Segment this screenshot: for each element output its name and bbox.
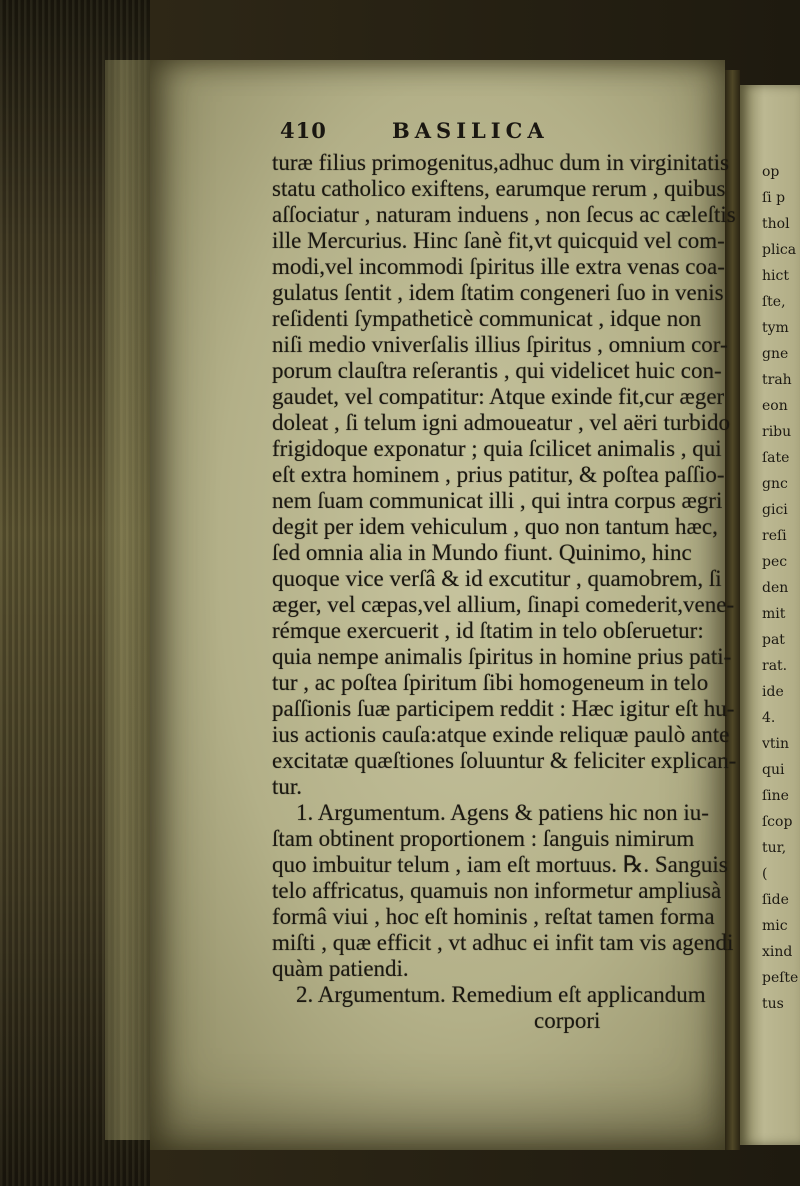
text-line: paſſionis ſuæ participem reddit : Hæc igitur eſt hu- bbox=[272, 696, 735, 721]
text-line: turæ filius primogenitus,adhuc dum in virginitatis bbox=[272, 150, 729, 175]
facing-page-fragment: op bbox=[762, 165, 780, 179]
text-line: excitatæ quæſtiones ſoluuntur & feliciter explican- bbox=[272, 748, 737, 773]
text-line: quia nempe animalis ſpiritus in homine prius pati- bbox=[272, 644, 732, 669]
facing-page-fragment: rat. bbox=[762, 659, 788, 673]
text-line: gulatus ſentit , idem ſtatim congeneri ſuo in venis bbox=[272, 280, 724, 305]
facing-page-fragment: gici bbox=[762, 503, 788, 517]
text-line: telo affricatus, quamuis non informetur ampliusà bbox=[272, 878, 722, 903]
text-line: reſidenti ſympatheticè communicat , idque non bbox=[272, 306, 702, 331]
text-line: quo imbuitur telum , iam eſt mortuus. ℞. Sanguis bbox=[272, 852, 728, 877]
facing-page-fragment: tur, bbox=[762, 841, 787, 855]
facing-page-fragment: qui bbox=[762, 763, 785, 777]
text-line: miſti , quæ efficit , vt adhuc ei infit tam vis agendi bbox=[272, 930, 734, 955]
text-line: eſt extra hominem , prius patitur, & poſtea paſſio- bbox=[272, 462, 725, 487]
facing-page-fragment: vtin bbox=[762, 737, 790, 751]
facing-page-fragment: mit bbox=[762, 607, 786, 621]
facing-page-fragment: ide bbox=[762, 685, 784, 699]
facing-page-fragment: ſide bbox=[762, 893, 789, 907]
text-line: ius actionis cauſa:atque exinde reliquæ paulò ante bbox=[272, 722, 730, 747]
text-line: formâ viui , hoc eſt hominis , reſtat tamen forma bbox=[272, 904, 715, 929]
page-stack-edge bbox=[105, 60, 150, 1140]
running-head: BASILICA bbox=[392, 118, 549, 143]
text-line: frigidoque exponatur ; quia ſcilicet animalis , qui bbox=[272, 436, 722, 461]
facing-page-fragment: ribu bbox=[762, 425, 792, 439]
facing-page-fragment: pec bbox=[762, 555, 788, 569]
facing-page bbox=[740, 85, 800, 1145]
facing-page-fragment: tym bbox=[762, 321, 789, 335]
text-line: doleat , ſi telum igni admoueatur , vel aëri turbido bbox=[272, 410, 730, 435]
facing-page-fragment: trah bbox=[762, 373, 792, 387]
facing-page-fragment: hict bbox=[762, 269, 789, 283]
facing-page-fragment: plica bbox=[762, 243, 797, 257]
text-line: ſtam obtinent proportionem : ſanguis nimirum bbox=[272, 826, 695, 851]
facing-page-fragment: tus bbox=[762, 997, 784, 1011]
text-line: ille Mercurius. Hinc ſanè fit,vt quicquid vel com- bbox=[272, 228, 725, 253]
text-line: gaudet, vel compatitur: Atque exinde fit,cur æger bbox=[272, 384, 725, 409]
facing-page-fragment: ſi p bbox=[762, 191, 786, 205]
text-line: ſed omnia alia in Mundo fiunt. Quinimo, hinc bbox=[272, 540, 692, 565]
facing-page-fragment: thol bbox=[762, 217, 790, 231]
text-line: 1. Argumentum. Agens & patiens hic non iu- bbox=[296, 800, 709, 825]
facing-page-fragment: ſte, bbox=[762, 295, 786, 309]
facing-page-fragment: reſi bbox=[762, 529, 787, 543]
text-line: modi,vel incommodi ſpiritus ille extra venas coa- bbox=[272, 254, 725, 279]
text-line: degit per idem vehiculum , quo non tantum hæc, bbox=[272, 514, 718, 539]
facing-page-fragment: ſate bbox=[762, 451, 790, 465]
text-line: 2. Argumentum. Remedium eſt applicandum bbox=[296, 982, 706, 1007]
facing-page-fragment: peſte bbox=[762, 971, 799, 985]
facing-page-fragment: gne bbox=[762, 347, 789, 361]
facing-page-fragment: pat bbox=[762, 633, 785, 647]
text-line: tur , ac poſtea ſpiritum ſibi homogeneum in telo bbox=[272, 670, 709, 695]
facing-page-fragment: xind bbox=[762, 945, 793, 959]
facing-page-fragment: ( bbox=[762, 867, 768, 881]
facing-page-fragment: mic bbox=[762, 919, 788, 933]
facing-page-fragment: gnc bbox=[762, 477, 788, 491]
text-line: corpori bbox=[534, 1008, 601, 1033]
text-line: porum clauſtra reſerantis , qui videlicet huic con- bbox=[272, 358, 722, 383]
text-line: quàm patiendi. bbox=[272, 956, 409, 981]
page-header bbox=[280, 118, 700, 150]
page-number: 410 bbox=[280, 118, 327, 143]
text-line: æger, vel cæpas,vel allium, ſinapi comederit,vene- bbox=[272, 592, 735, 617]
text-line: rémque exercuerit , id ſtatim in telo obſeruetur: bbox=[272, 618, 704, 643]
text-line: nem ſuam communicat illi , qui intra corpus ægri bbox=[272, 488, 723, 513]
text-line: niſi medio vniverſalis illius ſpiritus , omnium cor- bbox=[272, 332, 728, 357]
text-line: quoque vice verſâ & id excutitur , quamobrem, ſi bbox=[272, 566, 722, 591]
facing-page-fragment: 4. bbox=[762, 711, 776, 725]
facing-page-fragment: eon bbox=[762, 399, 788, 413]
text-line: statu catholico exiftens, earumque rerum , quibus bbox=[272, 176, 726, 201]
facing-page-fragment: den bbox=[762, 581, 789, 595]
facing-page-fragment: ſine bbox=[762, 789, 789, 803]
text-line: tur. bbox=[272, 774, 303, 799]
facing-page-fragment: ſcop bbox=[762, 815, 793, 829]
text-line: aſſociatur , naturam induens , non ſecus ac cæleſtis bbox=[272, 202, 736, 227]
